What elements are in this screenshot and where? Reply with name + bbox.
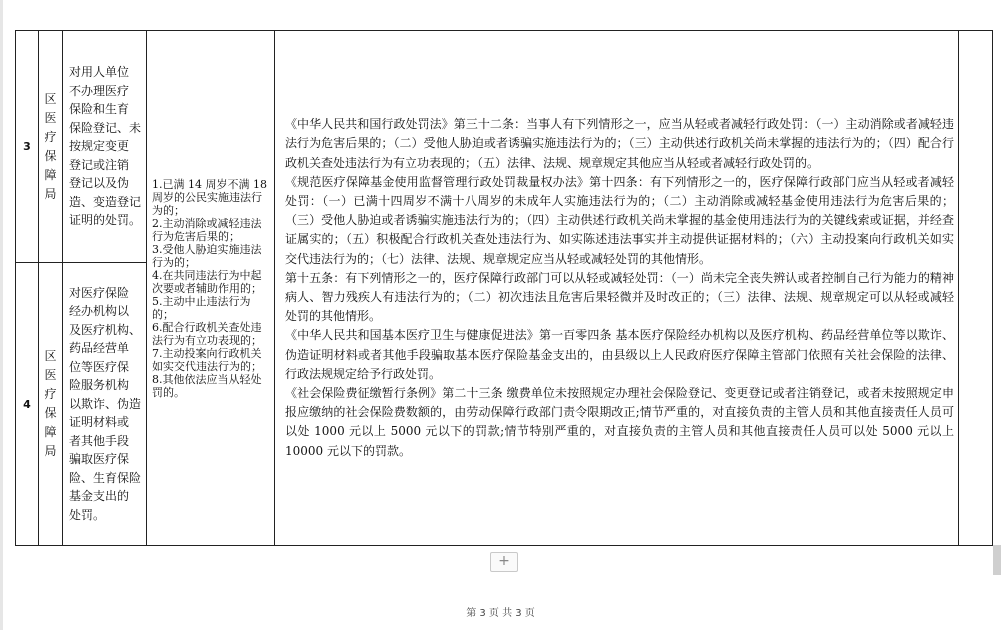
department-char: 疗 bbox=[44, 387, 57, 401]
row-number: 3 bbox=[16, 31, 39, 263]
circumstance-item: 5.主动中止违法行为的； bbox=[152, 294, 251, 321]
matter-line: 骗取医疗保 bbox=[69, 452, 130, 467]
circumstance-item: 8.其他依法应当从轻处罚的。 bbox=[152, 372, 262, 399]
legal-basis-cell bbox=[275, 31, 959, 546]
legal-basis-paragraph: 第十五条：有下列情形之一的，医疗保障行政部门可以从轻或减轻处罚：（一）尚未完全丧失辨认或者控制自己行为能力的精神病人、智力残疾人有违法行为的；（二）初次违法且危害后果轻微并及时改正的；（三）法律、法规、规章规定可以从轻或减轻处罚的其他情形。 bbox=[285, 270, 954, 324]
department-char: 区 bbox=[44, 91, 57, 106]
matter-line: 药品经营单 bbox=[69, 341, 130, 356]
matter-line: 保险和生育 bbox=[69, 102, 130, 117]
matter-line: 对医疗保险 bbox=[69, 285, 130, 300]
matter-line: 对用人单位 bbox=[69, 65, 130, 80]
page-number: 第 3 页 共 3 页 bbox=[466, 608, 535, 619]
circumstance-item: 3.受他人胁迫实施违法行为的； bbox=[152, 242, 262, 269]
matter-line: 证明材料或 bbox=[69, 415, 130, 430]
circumstance-item: 2.主动消除或减轻违法行为危害后果的； bbox=[152, 216, 262, 243]
department-char: 障 bbox=[44, 425, 57, 439]
department-char: 医 bbox=[44, 368, 57, 382]
legal-basis-paragraph: 《中华人民共和国行政处罚法》第三十二条：当事人有下列情形之一，应当从轻或者减轻行政处罚：（一）主动消除或者减轻违法行为危害后果的；（二）受他人胁迫或者诱骗实施违法行为的；（三）主动供述行政机关尚未掌握的违法行为的；（四）配合行政机关查处违法行为有立功表现的；（五）法律、法规、规章规定其他应当从轻或者减轻行政处罚的。 bbox=[285, 117, 954, 170]
department-char: 医 bbox=[44, 110, 57, 125]
matter-line: 造、变造登记 bbox=[69, 194, 142, 209]
penalty-table bbox=[15, 30, 993, 546]
matter-line: 经办机构以 bbox=[69, 304, 130, 319]
matter-line: 及医疗机构、 bbox=[69, 322, 142, 337]
matter-line: 以欺诈、伪造 bbox=[69, 396, 142, 411]
add-row-button[interactable]: + bbox=[490, 552, 518, 572]
remarks-cell bbox=[959, 31, 993, 546]
legal-basis-paragraph: 《中华人民共和国基本医疗卫生与健康促进法》第一百零四条 基本医疗保险经办机构以及医疗机构、药品经营单位等以欺诈、伪造证明材料或者其他手段骗取基本医疗保险基金支出的，由县级以上人民政府医疗保障主管部门依照有关社会保险的法律、行政法规规定给予行政处罚。 bbox=[285, 328, 954, 381]
matter-line: 基金支出的 bbox=[69, 489, 130, 504]
matter-line: 处罚。 bbox=[69, 507, 106, 522]
row-number: 4 bbox=[16, 263, 39, 546]
table-row bbox=[16, 31, 993, 263]
matter-line: 登记或注销 bbox=[69, 157, 130, 172]
matter-line: 登记以及伪 bbox=[69, 176, 130, 191]
department-char: 区 bbox=[44, 349, 57, 363]
circumstance-item: 1.已满 14 周岁不满 18 周岁的公民实施违法行为的； bbox=[152, 177, 267, 217]
circumstance-item: 6.配合行政机关查处违法行为有立功表现的； bbox=[152, 320, 262, 347]
department-char: 保 bbox=[44, 406, 57, 420]
matter-cell bbox=[63, 31, 147, 263]
matter-line: 者其他手段 bbox=[69, 433, 130, 448]
scrollbar-thumb[interactable] bbox=[993, 545, 1001, 575]
circumstance-item: 4.在共同违法行为中起次要或者辅助作用的； bbox=[152, 268, 262, 295]
circumstances-cell bbox=[147, 31, 275, 546]
legal-basis-paragraph: 《社会保险费征缴暂行条例》第二十三条 缴费单位未按照规定办理社会保险登记、变更登记或者注销登记，或者未按照规定申报应缴纳的社会保险费数额的，由劳动保障行政部门责令限期改正;情节严重的，对直接负责的主管人员和其他直接责任人员可以处 1000 元以上 5000 元以下的罚款;情节特别严重的，对直接负责的主管人员和其他直接责任人员可以处 5000 元以上 10000 元以下的罚款。 bbox=[285, 386, 954, 458]
page-left-edge bbox=[0, 0, 3, 630]
matter-line: 保险登记、未 bbox=[69, 120, 142, 135]
matter-line: 险服务机构 bbox=[69, 378, 130, 393]
department-char: 局 bbox=[44, 444, 57, 458]
department-char: 保 bbox=[44, 148, 57, 163]
matter-line: 险、生育保险 bbox=[69, 470, 142, 485]
matter-line: 按规定变更 bbox=[69, 139, 130, 154]
department-char: 疗 bbox=[44, 129, 57, 144]
legal-basis-paragraph: 《规范医疗保障基金使用监督管理行政处罚裁量权办法》第十四条：有下列情形之一的，医疗保障行政部门应当从轻或者减轻处罚：（一）已满十四周岁不满十八周岁的未成年人实施违法行为的；（二）主动消除或减轻基金使用违法行为危害后果的；（三）受他人胁迫或者诱骗实施违法行为的；（四）主动供述行政机关尚未掌握的基金使用违法行为的关键线索或证据，并经查证属实的；（五）积极配合行政机关查处违法行为、如实陈述违法事实并主动提供证据材料的；（六）主动投案向行政机关如实交代违法行为的；（七）法律、法规、规章规定应当从轻或减轻处罚的其他情形。 bbox=[285, 174, 954, 266]
matter-line: 位等医疗保 bbox=[69, 359, 130, 374]
department-cell bbox=[39, 263, 63, 546]
department-char: 局 bbox=[44, 186, 57, 201]
department-char: 障 bbox=[44, 167, 57, 182]
matter-line: 证明的处罚。 bbox=[69, 213, 142, 228]
department-cell bbox=[39, 31, 63, 263]
matter-line: 不办理医疗 bbox=[69, 83, 130, 98]
matter-cell bbox=[63, 263, 147, 546]
circumstance-item: 7.主动投案向行政机关如实交代违法行为的； bbox=[152, 346, 262, 373]
